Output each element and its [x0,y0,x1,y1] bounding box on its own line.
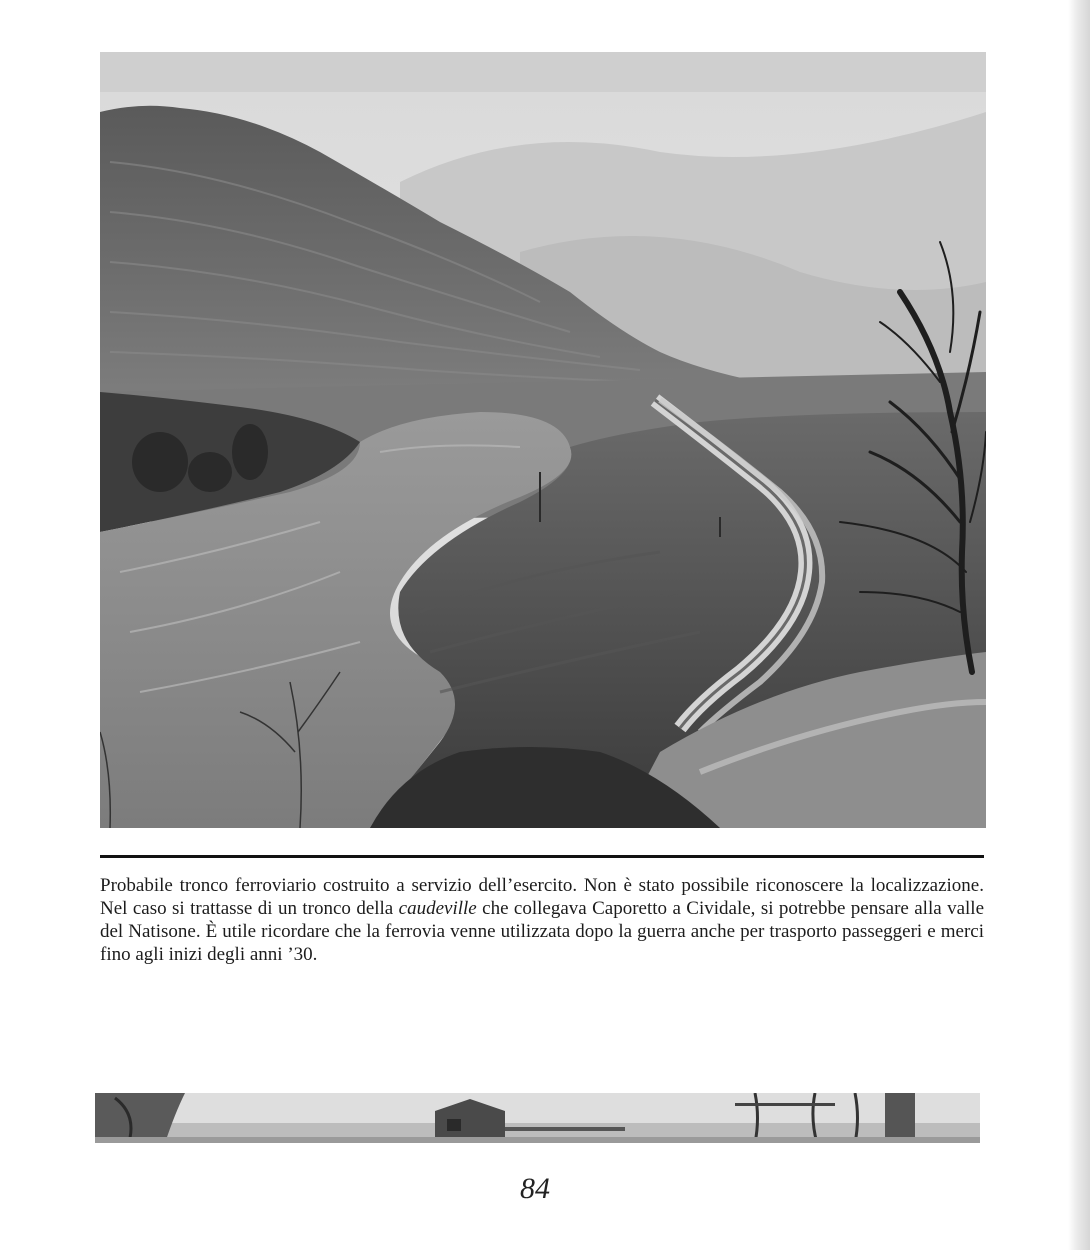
photo-caption [100,874,984,966]
railway-valley-photo [100,52,986,828]
page-edge-shadow [1068,0,1090,1250]
caption-divider [100,855,984,858]
page-number: 84 [520,1172,550,1205]
caption-part-1: Probabile tronco ferroviario costruito a servizio dell’esercito. Non è stato possibile riconoscere la localizzazione. Nel caso si trattasse di un tronco della [100,875,984,919]
decorative-photo-strip [95,1093,980,1143]
caption-italic-term: caudeville [398,898,477,919]
caption-part-2: che collegava Caporetto a Cividale, si potrebbe pensare alla valle del Natisone. È utile ricordare che la ferrovia venne utilizzata dopo la guerra anche per trasporto passeggeri e merci fino agli inizi degli anni ’30. [100,898,985,965]
